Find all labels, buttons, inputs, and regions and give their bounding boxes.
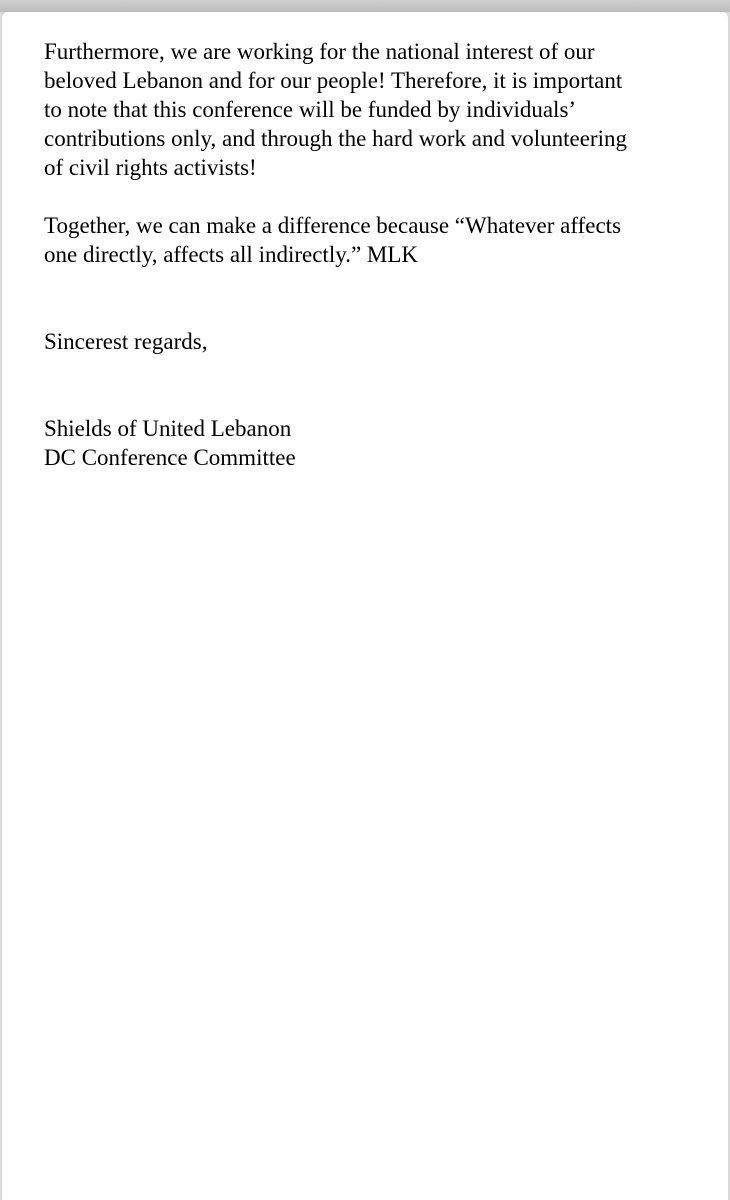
document-page[interactable] xyxy=(2,12,728,1200)
document-content xyxy=(44,37,714,472)
closing-line: Sincerest regards, xyxy=(44,329,208,354)
paragraph-spacer xyxy=(44,356,714,414)
body-paragraph-2: Together, we can make a difference because “Whatever affects one directly, affects all indirectly.” MLK xyxy=(44,213,622,267)
window-top-bar xyxy=(0,0,730,12)
paragraph-spacer xyxy=(44,269,714,327)
signature-committee: DC Conference Committee xyxy=(44,445,296,470)
paragraph-spacer xyxy=(44,182,714,211)
body-paragraph-1: Furthermore, we are working for the national interest of our beloved Lebanon and for our people! Therefore, it is important to note that this conference will be funded by individuals’ contributions only, and through the hard work and volunteering of civil rights activists! xyxy=(44,39,627,180)
signature-organization: Shields of United Lebanon xyxy=(44,416,292,441)
